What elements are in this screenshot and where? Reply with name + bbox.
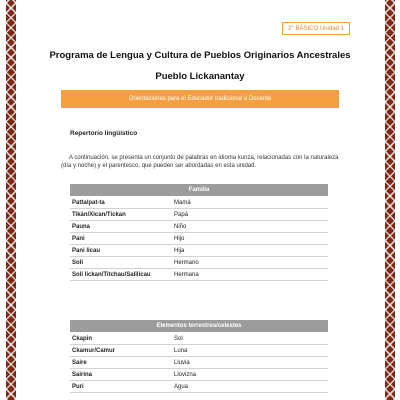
spanish-word: Lluvia — [170, 357, 328, 369]
elements-vocabulary-table — [70, 320, 328, 393]
spanish-word: Hijo — [170, 233, 328, 245]
spanish-word: Hija — [170, 245, 328, 257]
decorative-border-left — [6, 0, 16, 400]
spanish-word: Mamá — [170, 197, 328, 209]
family-vocabulary-table — [70, 184, 328, 281]
spanish-word: Hermano — [170, 257, 328, 269]
kunza-word: Soli — [70, 257, 170, 269]
table-header: Familia — [70, 184, 328, 197]
table-row — [70, 209, 328, 221]
kunza-word: Patta/pat-ta — [70, 197, 170, 209]
kunza-word: Pani — [70, 233, 170, 245]
spanish-word: Papá — [170, 209, 328, 221]
spanish-word: Agua — [170, 381, 328, 393]
spanish-word: Llovizna — [170, 369, 328, 381]
document-subtitle: Pueblo Lickanantay — [155, 71, 245, 82]
table-row — [70, 245, 328, 257]
table-header: Elementos terrestres/celestes — [70, 320, 328, 333]
document-title: Programa de Lengua y Cultura de Pueblos Originarios Ancestrales — [49, 50, 351, 61]
table-row — [70, 257, 328, 269]
kunza-word: Soli lickan/Titchau/Salilicau — [70, 269, 170, 281]
section-title: Repertorio lingüístico — [70, 130, 138, 137]
orientation-banner: Orientaciones para el Educador tradicional o Docente — [61, 90, 339, 108]
grade-unit-badge: 2° BÁSICO Unidad 1 — [282, 22, 350, 35]
table-row — [70, 369, 328, 381]
table-row — [70, 357, 328, 369]
table-row — [70, 269, 328, 281]
kunza-word: Saire — [70, 357, 170, 369]
table-row — [70, 197, 328, 209]
kunza-word: Puri — [70, 381, 170, 393]
decorative-border-right — [385, 0, 395, 400]
kunza-word: Tikán/Xican/Tickan — [70, 209, 170, 221]
kunza-word: Pani licau — [70, 245, 170, 257]
spanish-word: Luna — [170, 345, 328, 357]
kunza-word: Sairina — [70, 369, 170, 381]
spanish-word: Niño — [170, 221, 328, 233]
spanish-word: Sol — [170, 333, 328, 345]
spanish-word: Hermana — [170, 269, 328, 281]
kunza-word: Ckamur/Camur — [70, 345, 170, 357]
kunza-word: Pauna — [70, 221, 170, 233]
table-row — [70, 381, 328, 393]
intro-paragraph: A continuación, se presenta un conjunto de palabras en idioma kunza, relacionadas con la naturaleza (día y noche) y el parentesco, que pueden ser abordadas en esta unidad. — [61, 155, 339, 169]
table-row — [70, 233, 328, 245]
table-row — [70, 345, 328, 357]
table-row — [70, 333, 328, 345]
table-row — [70, 221, 328, 233]
kunza-word: Ckapin — [70, 333, 170, 345]
